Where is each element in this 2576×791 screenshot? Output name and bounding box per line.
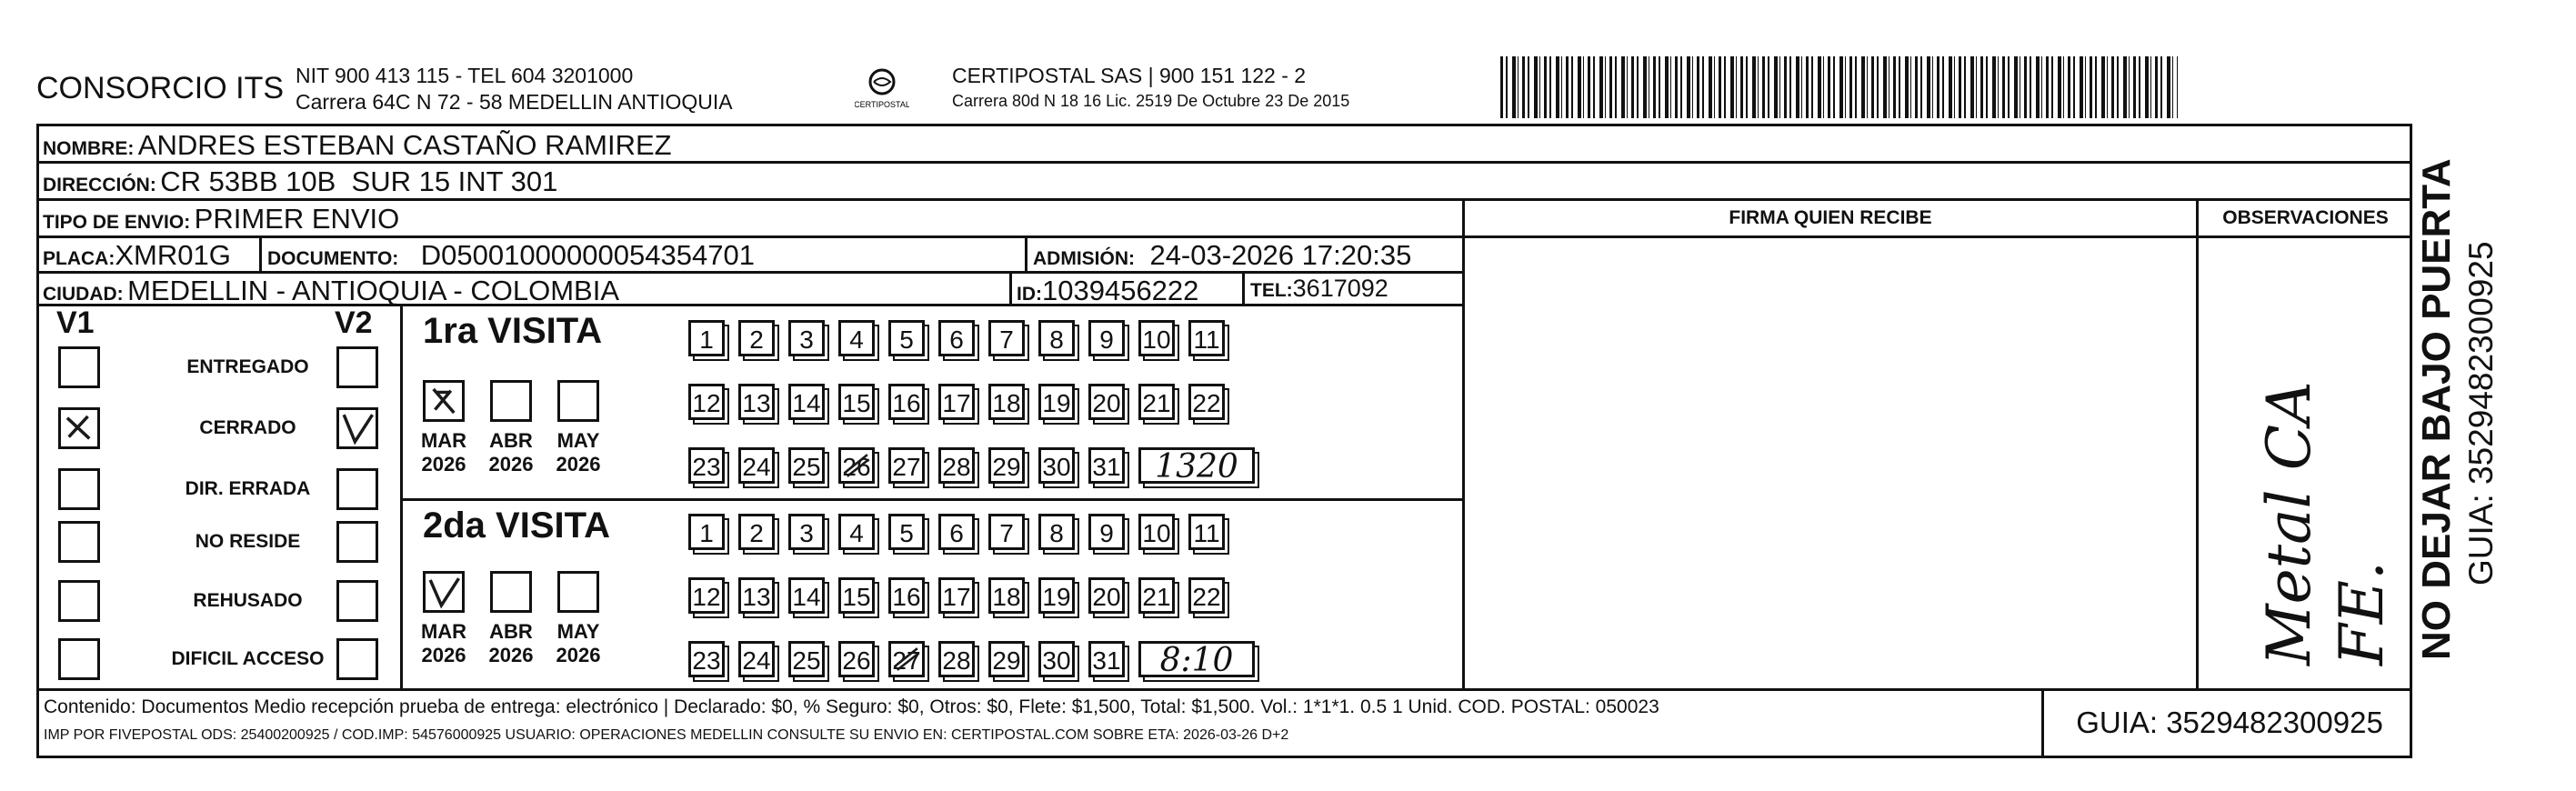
no-dejar-bajo-puerta: NO DEJAR BAJO PUERTA bbox=[2414, 158, 2459, 660]
day-number: 5 bbox=[899, 519, 914, 547]
day-number: 26 bbox=[842, 453, 871, 481]
id-label: ID: bbox=[1017, 284, 1042, 305]
day-number: 31 bbox=[1092, 453, 1121, 481]
second-visit-day-13[interactable] bbox=[738, 577, 775, 614]
day-number: 17 bbox=[942, 583, 971, 611]
month-name: MAR bbox=[420, 429, 467, 452]
first-visit-day-24[interactable] bbox=[738, 447, 775, 484]
month-year: 2026 bbox=[488, 453, 534, 476]
certipostal-logo bbox=[855, 64, 909, 115]
day-number: 14 bbox=[792, 389, 821, 417]
second-visit-day-15[interactable] bbox=[838, 577, 875, 614]
second-visit-day-2[interactable] bbox=[738, 514, 775, 550]
first-visit-month-label bbox=[479, 429, 543, 476]
day-number: 23 bbox=[692, 453, 721, 481]
second-visit-month-label bbox=[546, 620, 610, 667]
day-number: 8 bbox=[1049, 325, 1064, 354]
second-visit-day-25[interactable] bbox=[788, 641, 825, 677]
v1-checkbox-no-reside[interactable] bbox=[58, 521, 100, 563]
second-visit-day-10[interactable] bbox=[1138, 514, 1175, 550]
first-visit-day-31[interactable] bbox=[1088, 447, 1125, 484]
day-number: 6 bbox=[949, 325, 964, 354]
first-visit-day-9[interactable] bbox=[1088, 320, 1125, 356]
second-visit-day-22[interactable] bbox=[1188, 577, 1225, 614]
status-label-dir-errada: DIR. ERRADA bbox=[185, 478, 311, 499]
first-visit-day-4[interactable] bbox=[838, 320, 875, 356]
observaciones-header: OBSERVACIONES bbox=[2222, 207, 2389, 228]
guia-vertical: GUIA: 3529482300925 bbox=[2462, 241, 2500, 586]
day-number: 12 bbox=[692, 389, 721, 417]
x-mark-icon bbox=[426, 383, 462, 419]
first-visit-month-label bbox=[412, 429, 476, 476]
day-number: 12 bbox=[692, 583, 721, 611]
first-visit-day-22[interactable] bbox=[1188, 384, 1225, 420]
tipo-envio-label: TIPO DE ENVIO: bbox=[43, 212, 191, 233]
day-number: 29 bbox=[992, 646, 1021, 675]
logo-text: CERTIPOSTAL bbox=[855, 100, 909, 109]
day-number: 4 bbox=[849, 519, 864, 547]
day-number: 20 bbox=[1092, 583, 1121, 611]
month-name: MAY bbox=[556, 620, 600, 643]
first-visit-day-29[interactable] bbox=[988, 447, 1025, 484]
month-year: 2026 bbox=[421, 453, 466, 476]
direccion-value: CR 53BB 10B SUR 15 INT 301 bbox=[160, 165, 558, 197]
carrier-line: CERTIPOSTAL SAS | 900 151 122 - 2 bbox=[952, 64, 1307, 87]
admision-label: ADMISIÓN: bbox=[1033, 248, 1135, 269]
id-value: 1039456222 bbox=[1042, 275, 1199, 306]
second-visit-day-4[interactable] bbox=[838, 514, 875, 550]
status-label-entregado: ENTREGADO bbox=[186, 356, 309, 377]
first-visit-day-1[interactable] bbox=[688, 320, 725, 356]
first-visit-day-16[interactable] bbox=[888, 384, 925, 420]
second-visit-day-6[interactable] bbox=[938, 514, 975, 550]
month-year: 2026 bbox=[556, 453, 601, 476]
first-visit-day-10[interactable] bbox=[1138, 320, 1175, 356]
day-number: 19 bbox=[1042, 583, 1071, 611]
first-visit-day-13[interactable] bbox=[738, 384, 775, 420]
status-label-rehusado: REHUSADO bbox=[193, 590, 303, 611]
first-visit-day-20[interactable] bbox=[1088, 384, 1125, 420]
day-number: 1 bbox=[699, 325, 714, 354]
first-visit-day-28[interactable] bbox=[938, 447, 975, 484]
day-number: 2 bbox=[749, 325, 764, 354]
tel-label: TEL: bbox=[1250, 280, 1293, 301]
day-number: 5 bbox=[899, 325, 914, 354]
second-visit-time[interactable]: 8:10 bbox=[1138, 641, 1255, 677]
second-visit-day-29[interactable] bbox=[988, 641, 1025, 677]
documento-label: DOCUMENTO: bbox=[267, 248, 399, 269]
v2-header: V2 bbox=[335, 305, 373, 340]
first-visit-day-12[interactable] bbox=[688, 384, 725, 420]
nit-line: NIT 900 413 115 - TEL 604 3201000 bbox=[296, 64, 634, 87]
first-visit-day-26[interactable] bbox=[838, 447, 875, 484]
second-visit-day-26[interactable] bbox=[838, 641, 875, 677]
day-number: 10 bbox=[1142, 325, 1171, 354]
day-number: 9 bbox=[1099, 325, 1114, 354]
second-visit-day-14[interactable] bbox=[788, 577, 825, 614]
day-number: 14 bbox=[792, 583, 821, 611]
day-number: 27 bbox=[892, 646, 921, 675]
first-visit-day-6[interactable] bbox=[938, 320, 975, 356]
v1-checkbox-cerrado[interactable] bbox=[58, 407, 100, 449]
second-visit-day-19[interactable] bbox=[1038, 577, 1075, 614]
day-number: 3 bbox=[799, 325, 814, 354]
day-number: 28 bbox=[942, 453, 971, 481]
second-visit-day-23[interactable] bbox=[688, 641, 725, 677]
v1-checkbox-rehusado[interactable] bbox=[58, 580, 100, 622]
day-number: 31 bbox=[1092, 646, 1121, 675]
first-visit-month-checkbox-mar[interactable] bbox=[423, 380, 465, 422]
second-visit-day-21[interactable] bbox=[1138, 577, 1175, 614]
second-visit-month-checkbox-mar[interactable] bbox=[423, 571, 465, 613]
placa-label: PLACA: bbox=[43, 248, 115, 269]
second-visit-day-31[interactable] bbox=[1088, 641, 1125, 677]
first-visit-month-checkbox-abr[interactable] bbox=[490, 380, 532, 422]
month-year: 2026 bbox=[488, 644, 534, 666]
ciudad-value: MEDELLIN - ANTIOQUIA - COLOMBIA bbox=[127, 275, 619, 306]
day-number: 7 bbox=[999, 519, 1014, 547]
day-number: 25 bbox=[792, 453, 821, 481]
documento-value: D05001000000054354701 bbox=[420, 239, 755, 271]
status-label-dificil-acceso: DIFICIL ACCESO bbox=[171, 648, 325, 669]
day-number: 15 bbox=[842, 389, 871, 417]
first-visit-day-18[interactable] bbox=[988, 384, 1025, 420]
month-year: 2026 bbox=[556, 644, 601, 666]
ciudad-label: CIUDAD: bbox=[43, 284, 124, 305]
second-visit-day-3[interactable] bbox=[788, 514, 825, 550]
month-name: ABR bbox=[489, 620, 533, 643]
first-visit-day-21[interactable] bbox=[1138, 384, 1175, 420]
first-visit-title: 1ra VISITA bbox=[423, 311, 603, 351]
observaciones-note bbox=[2199, 238, 2412, 687]
second-visit-day-17[interactable] bbox=[938, 577, 975, 614]
first-visit-month-label bbox=[546, 429, 610, 476]
second-visit-day-16[interactable] bbox=[888, 577, 925, 614]
firma-header: FIRMA QUIEN RECIBE bbox=[1729, 207, 1932, 228]
day-number: 11 bbox=[1193, 519, 1220, 547]
day-number: 23 bbox=[692, 646, 721, 675]
day-number: 22 bbox=[1192, 583, 1221, 611]
second-visit-day-8[interactable] bbox=[1038, 514, 1075, 550]
day-number: 1 bbox=[699, 519, 714, 547]
first-visit-day-5[interactable] bbox=[888, 320, 925, 356]
nombre-value: ANDRES ESTEBAN CASTAÑO RAMIREZ bbox=[137, 129, 672, 161]
v1-checkbox-dir-errada[interactable] bbox=[58, 468, 100, 510]
day-number: 28 bbox=[942, 646, 971, 675]
day-number: 4 bbox=[849, 325, 864, 354]
direccion-label: DIRECCIÓN: bbox=[43, 175, 156, 195]
day-number: 16 bbox=[892, 389, 921, 417]
status-label-no-reside: NO RESIDE bbox=[195, 531, 301, 552]
signature-area[interactable] bbox=[1465, 238, 2196, 687]
month-name: MAY bbox=[556, 429, 600, 452]
day-number: 21 bbox=[1142, 583, 1171, 611]
v1-checkbox-dificil-acceso[interactable] bbox=[58, 638, 100, 680]
first-visit-day-8[interactable] bbox=[1038, 320, 1075, 356]
day-number: 16 bbox=[892, 583, 921, 611]
v1-header: V1 bbox=[56, 305, 95, 340]
day-number: 30 bbox=[1042, 646, 1071, 675]
day-number: 11 bbox=[1193, 325, 1220, 354]
day-number: 17 bbox=[942, 389, 971, 417]
nombre-label: NOMBRE: bbox=[43, 138, 135, 159]
tipo-envio-value: PRIMER ENVIO bbox=[194, 203, 400, 235]
second-visit-day-27[interactable] bbox=[888, 641, 925, 677]
day-number: 21 bbox=[1142, 389, 1171, 417]
day-number: 18 bbox=[992, 583, 1021, 611]
second-visit-day-20[interactable] bbox=[1088, 577, 1125, 614]
footer-guia: GUIA: 3529482300925 bbox=[2076, 706, 2383, 739]
day-number: 3 bbox=[799, 519, 814, 547]
first-visit-day-30[interactable] bbox=[1038, 447, 1075, 484]
day-number: 10 bbox=[1142, 519, 1171, 547]
placa-value: XMR01G bbox=[115, 239, 231, 271]
second-visit-day-5[interactable] bbox=[888, 514, 925, 550]
day-number: 9 bbox=[1099, 519, 1114, 547]
day-number: 27 bbox=[892, 453, 921, 481]
day-number: 7 bbox=[999, 325, 1014, 354]
day-number: 2 bbox=[749, 519, 764, 547]
first-visit-day-27[interactable] bbox=[888, 447, 925, 484]
second-visit-month-label bbox=[412, 620, 476, 667]
day-number: 25 bbox=[792, 646, 821, 675]
first-visit-day-19[interactable] bbox=[1038, 384, 1075, 420]
second-visit-month-checkbox-abr[interactable] bbox=[490, 571, 532, 613]
second-visit-day-7[interactable] bbox=[988, 514, 1025, 550]
day-number: 6 bbox=[949, 519, 964, 547]
month-name: MAR bbox=[420, 620, 467, 643]
first-visit-day-2[interactable] bbox=[738, 320, 775, 356]
footer-contenido: Contenido: Documentos Medio recepción prueba de entrega: electrónico | Declarado: $0, % Seguro: $0, Otros: $0, Flete: $1,500, Total: $1,500. Vol.: 1*1*1. 0.5 1 Unid. COD. POSTAL: 050023 bbox=[44, 696, 1659, 717]
second-visit-day-1[interactable] bbox=[688, 514, 725, 550]
first-visit-day-17[interactable] bbox=[938, 384, 975, 420]
day-number: 20 bbox=[1092, 389, 1121, 417]
company-name: CONSORCIO ITS bbox=[36, 71, 285, 105]
day-number: 24 bbox=[742, 453, 771, 481]
day-number: 18 bbox=[992, 389, 1021, 417]
first-visit-day-25[interactable] bbox=[788, 447, 825, 484]
second-visit-day-30[interactable] bbox=[1038, 641, 1075, 677]
first-visit-day-23[interactable] bbox=[688, 447, 725, 484]
month-year: 2026 bbox=[421, 644, 466, 666]
day-number: 8 bbox=[1049, 519, 1064, 547]
second-visit-month-checkbox-may[interactable] bbox=[557, 571, 599, 613]
day-number: 13 bbox=[742, 583, 771, 611]
second-visit-day-28[interactable] bbox=[938, 641, 975, 677]
first-visit-day-3[interactable] bbox=[788, 320, 825, 356]
second-visit-day-18[interactable] bbox=[988, 577, 1025, 614]
day-number: 29 bbox=[992, 453, 1021, 481]
first-visit-month-checkbox-may[interactable] bbox=[557, 380, 599, 422]
status-label-cerrado: CERRADO bbox=[199, 417, 296, 438]
first-visit-day-11[interactable] bbox=[1188, 320, 1225, 356]
day-number: 24 bbox=[742, 646, 771, 675]
tel-value: 3617092 bbox=[1292, 275, 1388, 302]
second-visit-day-11[interactable] bbox=[1188, 514, 1225, 550]
v1-checkbox-entregado[interactable] bbox=[58, 346, 100, 388]
day-number: 22 bbox=[1192, 389, 1221, 417]
x-mark-icon bbox=[61, 410, 97, 446]
first-visit-day-15[interactable] bbox=[838, 384, 875, 420]
day-number: 13 bbox=[742, 389, 771, 417]
barcode bbox=[1500, 56, 2178, 118]
second-visit-day-9[interactable] bbox=[1088, 514, 1125, 550]
admision-value: 24-03-2026 17:20:35 bbox=[1149, 239, 1412, 271]
first-visit-day-14[interactable] bbox=[788, 384, 825, 420]
second-visit-day-24[interactable] bbox=[738, 641, 775, 677]
day-number: 19 bbox=[1042, 389, 1071, 417]
address-line: Carrera 64C N 72 - 58 MEDELLIN ANTIOQUIA bbox=[296, 90, 733, 114]
first-visit-time[interactable]: 1320 bbox=[1138, 447, 1255, 484]
second-visit-month-label bbox=[479, 620, 543, 667]
first-visit-day-7[interactable] bbox=[988, 320, 1025, 356]
observaciones-text: Metal CA FE. bbox=[2254, 381, 2397, 666]
day-number: 15 bbox=[842, 583, 871, 611]
month-name: ABR bbox=[489, 429, 533, 452]
second-visit-day-12[interactable] bbox=[688, 577, 725, 614]
carrier-address: Carrera 80d N 18 16 Lic. 2519 De Octubre 23 De 2015 bbox=[952, 92, 1350, 110]
second-visit-title: 2da VISITA bbox=[423, 506, 610, 546]
footer-imp: IMP POR FIVEPOSTAL ODS: 25400200925 / COD.IMP: 54576000925 USUARIO: OPERACIONES MEDELLIN CONSULTE SU ENVIO EN: CERTIPOSTAL.COM SOBRE ETA: 2026-03-26 D+2 bbox=[44, 727, 1289, 743]
day-number: 30 bbox=[1042, 453, 1071, 481]
day-number: 26 bbox=[842, 646, 871, 675]
check-mark-icon bbox=[426, 574, 462, 610]
